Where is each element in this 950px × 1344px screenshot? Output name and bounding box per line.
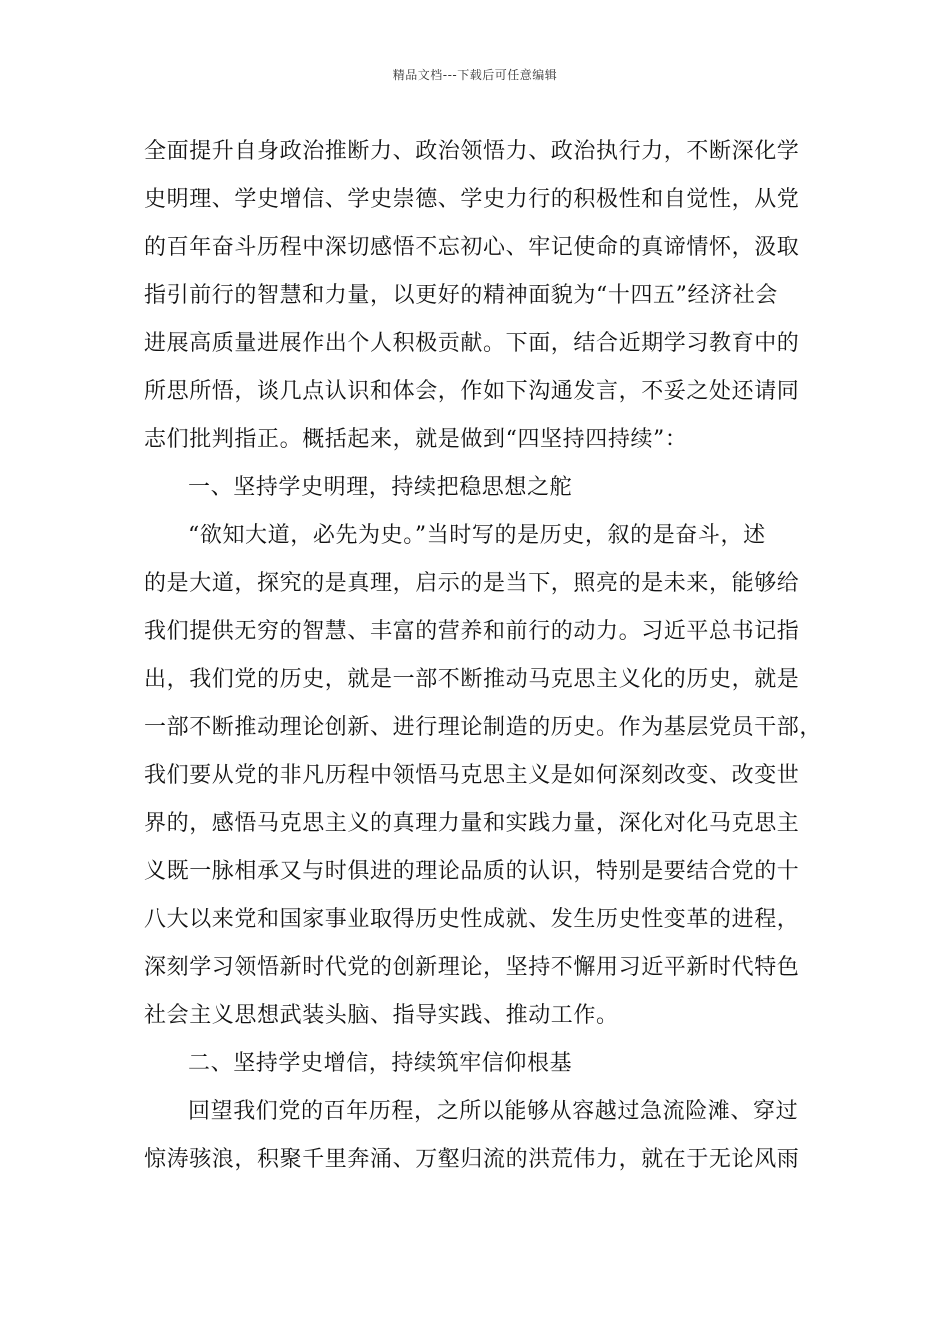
body-line: 全面提升自身政治推断力、政治领悟力、政治执行力，不断深化学 — [144, 139, 800, 164]
body-line: 社会主义思想武装头脑、指导实践、推动工作。 — [144, 1003, 619, 1028]
body-line: 出，我们党的历史，就是一部不断推动马克思主义化的历史，就是 — [144, 667, 800, 692]
body-line: 史明理、学史增信、学史崇德、学史力行的积极性和自觉性，从党 — [144, 187, 800, 212]
section-heading: 一、坚持学史明理，持续把稳思想之舵 — [188, 475, 573, 500]
body-line: 我们提供无穷的智慧、丰富的营养和前行的动力。习近平总书记指 — [144, 619, 800, 644]
body-line: 义既一脉相承又与时俱进的理论品质的认识，特别是要结合党的十 — [144, 859, 800, 884]
body-line: 的是大道，探究的是真理，启示的是当下，照亮的是未来，能够给 — [144, 571, 800, 596]
page-header: 精品文档---下载后可任意编辑 — [392, 68, 558, 82]
body-line: 界的，感悟马克思主义的真理力量和实践力量，深化对化马克思主 — [144, 811, 800, 836]
body-line: 深刻学习领悟新时代党的创新理论，坚持不懈用习近平新时代特色 — [144, 955, 800, 980]
body-line: 进展高质量进展作出个人积极贡献。下面，结合近期学习教育中的 — [144, 331, 800, 356]
body-line: 一部不断推动理论创新、进行理论制造的历史。作为基层党员干部， — [144, 715, 823, 740]
body-line: 我们要从党的非凡历程中领悟马克思主义是如何深刻改变、改变世 — [144, 763, 800, 788]
body-line: 回望我们党的百年历程，之所以能够从容越过急流险滩、穿过 — [188, 1099, 799, 1124]
body-line: 惊涛骇浪，积聚千里奔涌、万壑归流的洪荒伟力，就在于无论风雨 — [144, 1147, 800, 1172]
body-line: 的百年奋斗历程中深切感悟不忘初心、牢记使命的真谛情怀，汲取 — [144, 235, 800, 260]
body-line: 所思所悟，谈几点认识和体会，作如下沟通发言，不妥之处还请同 — [144, 379, 800, 404]
body-line: 八大以来党和国家事业取得历史性成就、发生历史性变革的进程， — [144, 907, 800, 932]
section-heading: 二、坚持学史增信，持续筑牢信仰根基 — [188, 1051, 573, 1076]
body-line: “欲知大道，必先为史。”当时写的是历史，叙的是奋斗，述 — [188, 523, 766, 548]
body-line: 志们批判指正。概括起来，就是做到“四坚持四持续”： — [144, 427, 688, 452]
body-line: 指引前行的智慧和力量，以更好的精神面貌为“十四五”经济社会 — [144, 283, 778, 308]
